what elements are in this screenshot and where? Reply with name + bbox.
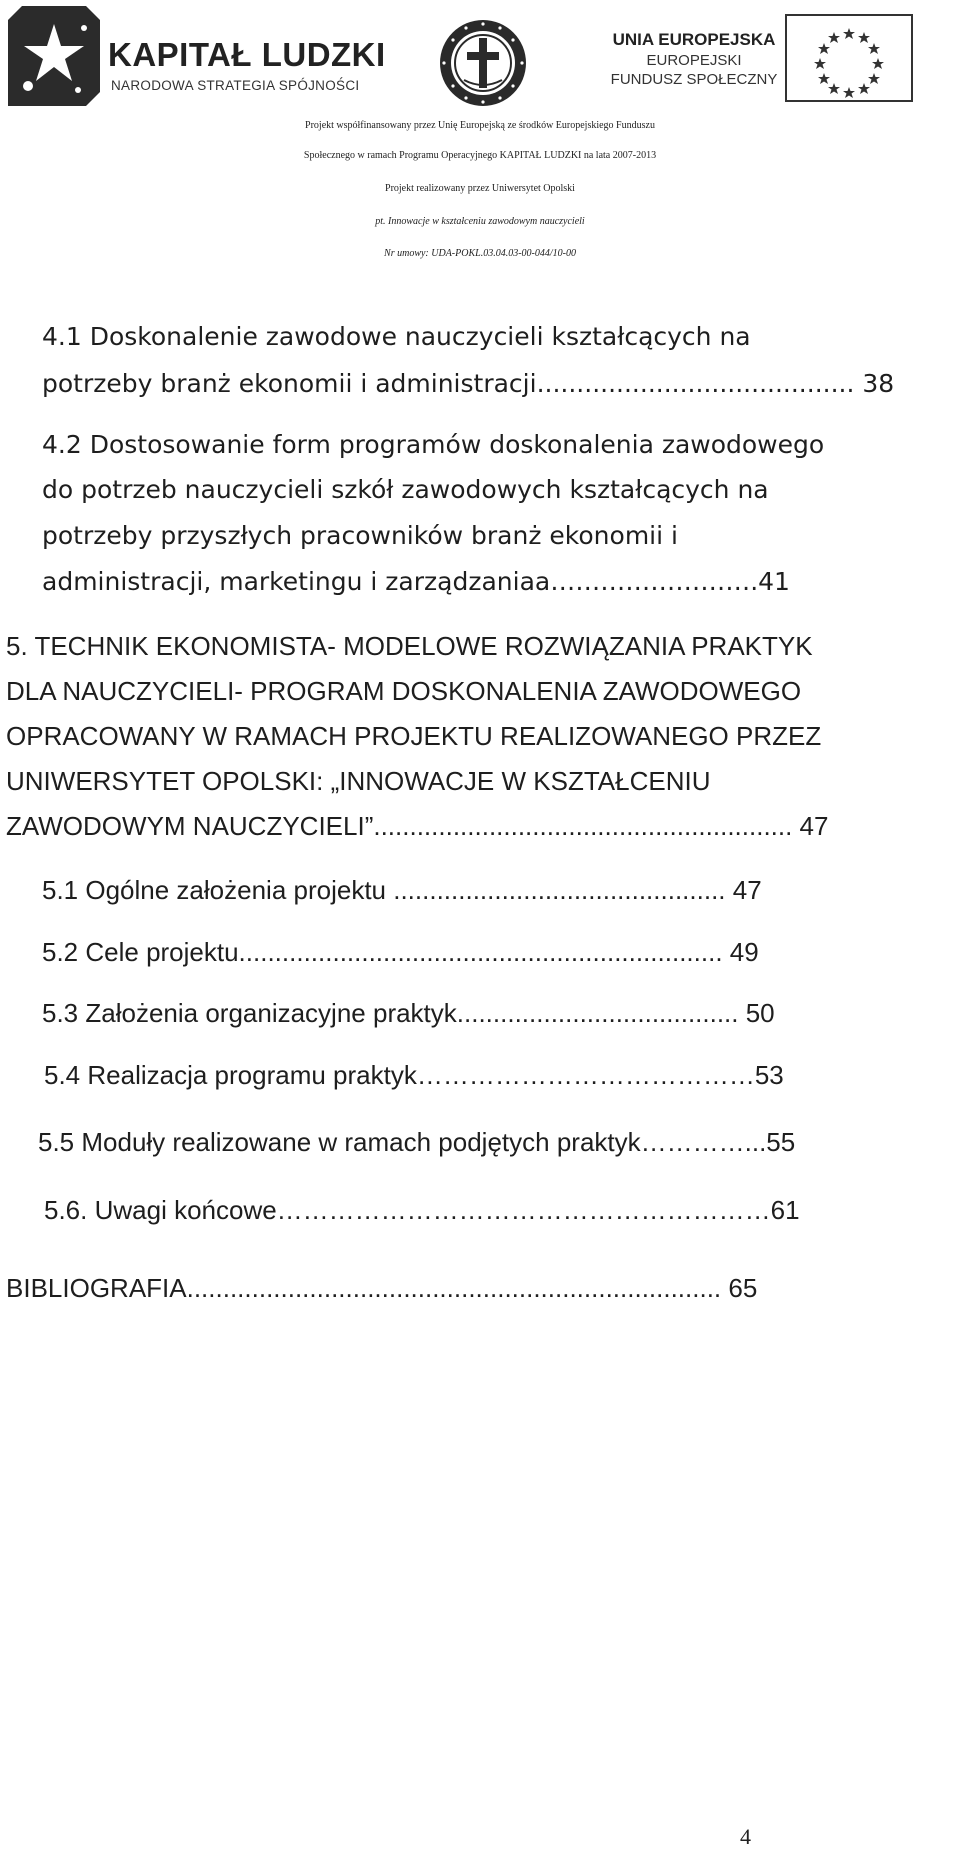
kapital-ludzki-logo — [8, 6, 386, 106]
toc-entry-4-2-cont: do potrzeb nauczycieli szkół zawodowych kształcących na — [42, 475, 769, 504]
project-info-line: Społecznego w ramach Programu Operacyjnego KAPITAŁ LUDZKI na lata 2007-2013 — [303, 150, 657, 161]
toc-entry-bibliography: BIBLIOGRAFIA.......................................................................... 65 — [6, 1273, 758, 1303]
eu-label-line3: FUNDUSZ SPOŁECZNY — [610, 71, 778, 88]
toc-entry-5-2: 5.2 Cele projektu................................................................... 49 — [42, 937, 759, 967]
eu-label-line2: EUROPEJSKI — [646, 52, 742, 69]
eu-flag-icon — [785, 14, 913, 102]
toc-entry-4-1: 4.1 Doskonalenie zawodowe nauczycieli kształcących na — [42, 322, 751, 351]
toc-entry-4-2: 4.2 Dostosowanie form programów doskonalenia zawodowego — [42, 430, 825, 459]
project-info-line: Projekt współfinansowany przez Unię Europejską ze środków Europejskiego Funduszu — [305, 120, 655, 131]
toc-entry-5-cont: UNIWERSYTET OPOLSKI: „INNOWACJE W KSZTAŁCENIU — [6, 766, 711, 796]
project-title-line: pt. Innowacje w kształceniu zawodowym nauczycieli — [375, 216, 585, 227]
toc-entry-4-2-cont: potrzeby przyszłych pracowników branż ekonomii i — [42, 521, 678, 550]
toc-entry-5-5: 5.5 Moduły realizowane w ramach podjętych praktyk…………...55 — [38, 1127, 796, 1157]
kapital-ludzki-title: KAPITAŁ LUDZKI — [108, 36, 386, 73]
contract-number-line: Nr umowy: UDA-POKL.03.04.03-00-044/10-00 — [384, 248, 576, 259]
star-logo-icon — [8, 6, 100, 106]
toc-entry-4-2-cont: administracji, marketingu i zarządzaniaa…………………….41 — [42, 567, 790, 596]
toc-entry-5-4: 5.4 Realizacja programu praktyk…………………………………53 — [44, 1060, 784, 1090]
kapital-ludzki-subtitle: NARODOWA STRATEGIA SPÓJNOŚCI — [111, 78, 360, 93]
eu-fund-label — [594, 30, 794, 88]
page-number: 4 — [740, 1824, 751, 1849]
toc-entry-5-1: 5.1 Ogólne założenia projektu .............................................. 47 — [42, 875, 762, 905]
eu-label-line1: UNIA EUROPEJSKA — [612, 30, 776, 49]
toc-entry-4-1-cont: potrzeby branż ekonomii i administracji........................................ 38 — [42, 369, 895, 398]
toc-entry-5-cont: DLA NAUCZYCIELI- PROGRAM DOSKONALENIA ZAWODOWEGO — [6, 676, 802, 706]
toc-entry-5-cont: OPRACOWANY W RAMACH PROJEKTU REALIZOWANEGO PRZEZ — [6, 721, 822, 751]
toc-entry-5-3: 5.3 Założenia organizacyjne praktyk....................................... 50 — [42, 998, 775, 1028]
university-seal-icon — [438, 18, 528, 108]
project-info-line: Projekt realizowany przez Uniwersytet Opolski — [385, 183, 575, 194]
toc-entry-5-6: 5.6. Uwagi końcowe…………………………………………………61 — [44, 1195, 800, 1225]
toc-entry-5: 5. TECHNIK EKONOMISTA- MODELOWE ROZWIĄZANIA PRAKTYK — [6, 631, 813, 661]
toc-entry-5-cont: ZAWODOWYM NAUCZYCIELI”.......................................................... 47 — [6, 811, 829, 841]
